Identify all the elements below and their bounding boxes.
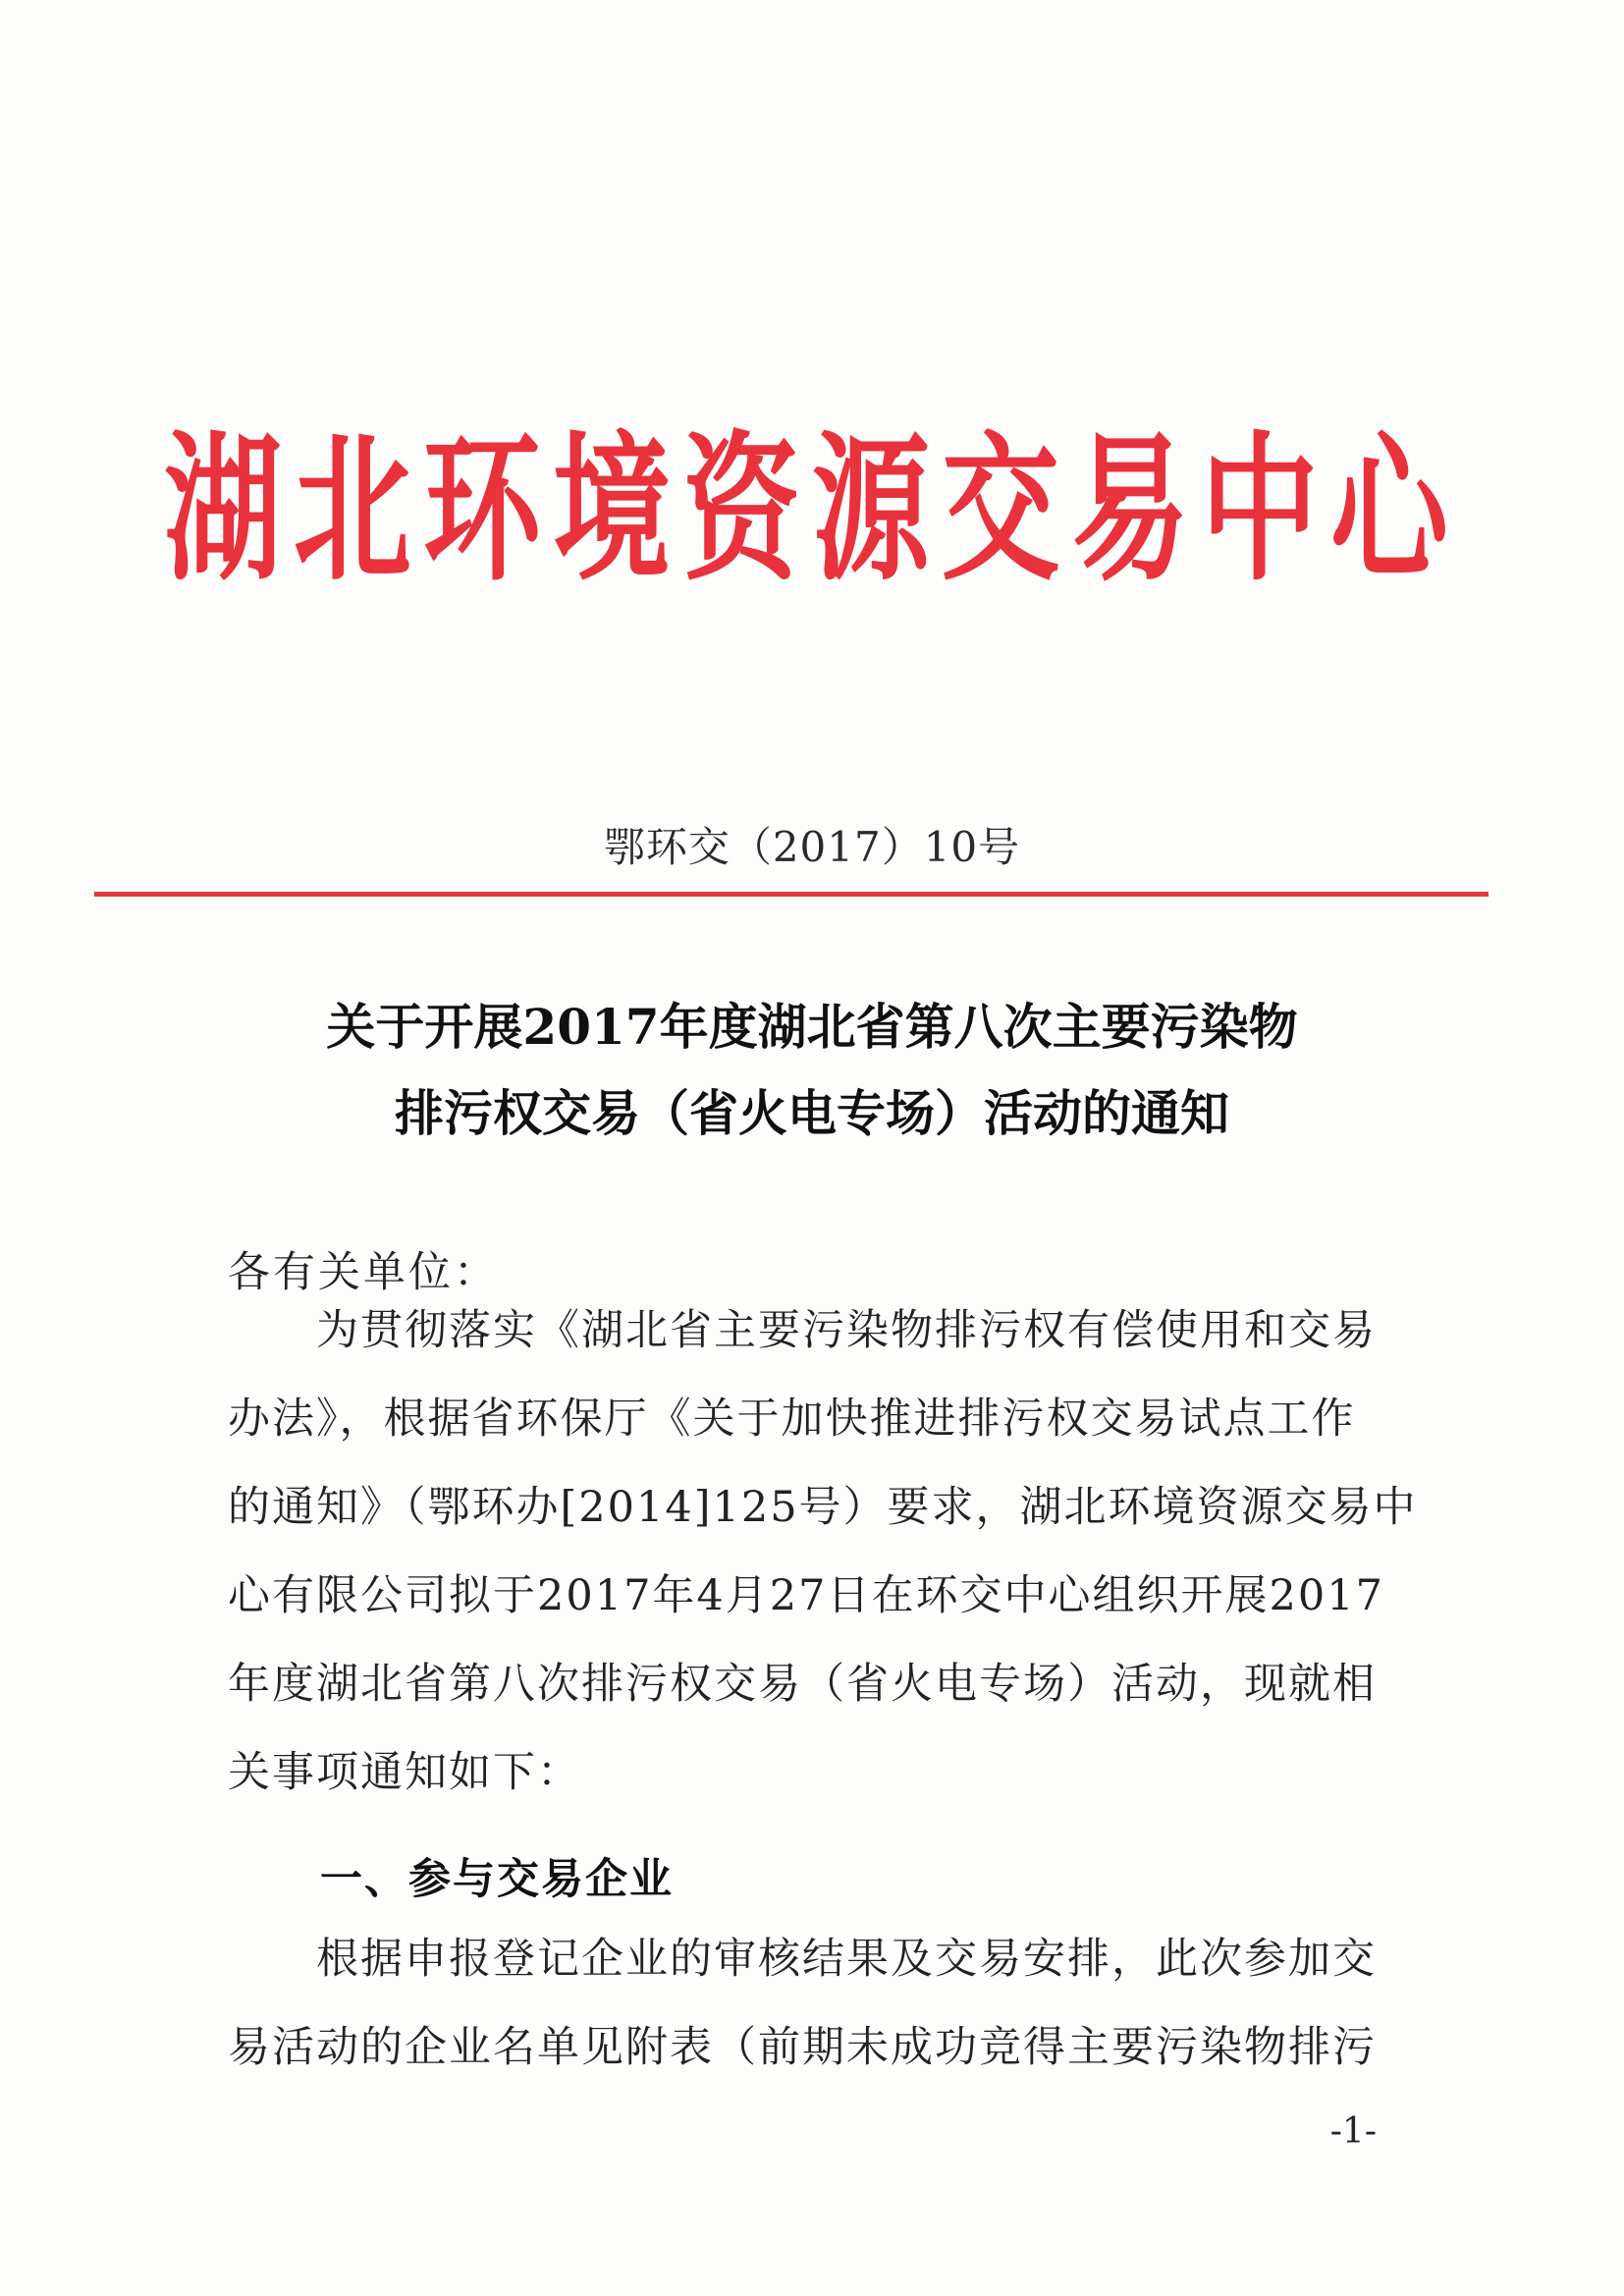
paragraph-1-line: 年度湖北省第八次排污权交易（省火电专场）活动，现就相 — [228, 1660, 1377, 1709]
paragraph-1-line: 关事项通知如下： — [228, 1748, 581, 1797]
notice-title-line-1: 关于开展2017年度湖北省第八次主要污染物 — [326, 998, 1298, 1056]
page-number: -1- — [1329, 2111, 1377, 2152]
paragraph-1-line: 为贯彻落实《湖北省主要污染物排污权有偿使用和交易 — [228, 1306, 1377, 1355]
notice-title — [0, 984, 1624, 1157]
salutation: 各有关单位： — [228, 1248, 499, 1297]
notice-title-line-2: 排污权交易（省火电专场）活动的通知 — [395, 1084, 1229, 1142]
paragraph-1 — [228, 1286, 1418, 1817]
section-1-heading: 一、参与交易企业 — [320, 1855, 674, 1904]
paragraph-2 — [228, 1915, 1386, 2092]
paragraph-1-line: 心有限公司拟于2017年4月27日在环交中心组织开展2017 — [228, 1571, 1384, 1620]
organization-masthead: 湖北环境资源交易中心 — [164, 418, 1460, 604]
document-number: 鄂环交（2017）10号 — [603, 823, 1021, 871]
red-divider-rule — [94, 892, 1489, 897]
paragraph-2-line: 易活动的企业名单见附表（前期未成功竞得主要污染物排污 — [228, 2023, 1377, 2072]
paragraph-2-line: 根据申报登记企业的审核结果及交易安排，此次参加交 — [228, 1935, 1377, 1984]
paragraph-1-line: 办法》，根据省环保厅《关于加快推进排污权交易试点工作 — [228, 1394, 1356, 1444]
paragraph-1-line: 的通知》（鄂环办[2014]125号）要求，湖北环境资源交易中 — [228, 1483, 1418, 1532]
